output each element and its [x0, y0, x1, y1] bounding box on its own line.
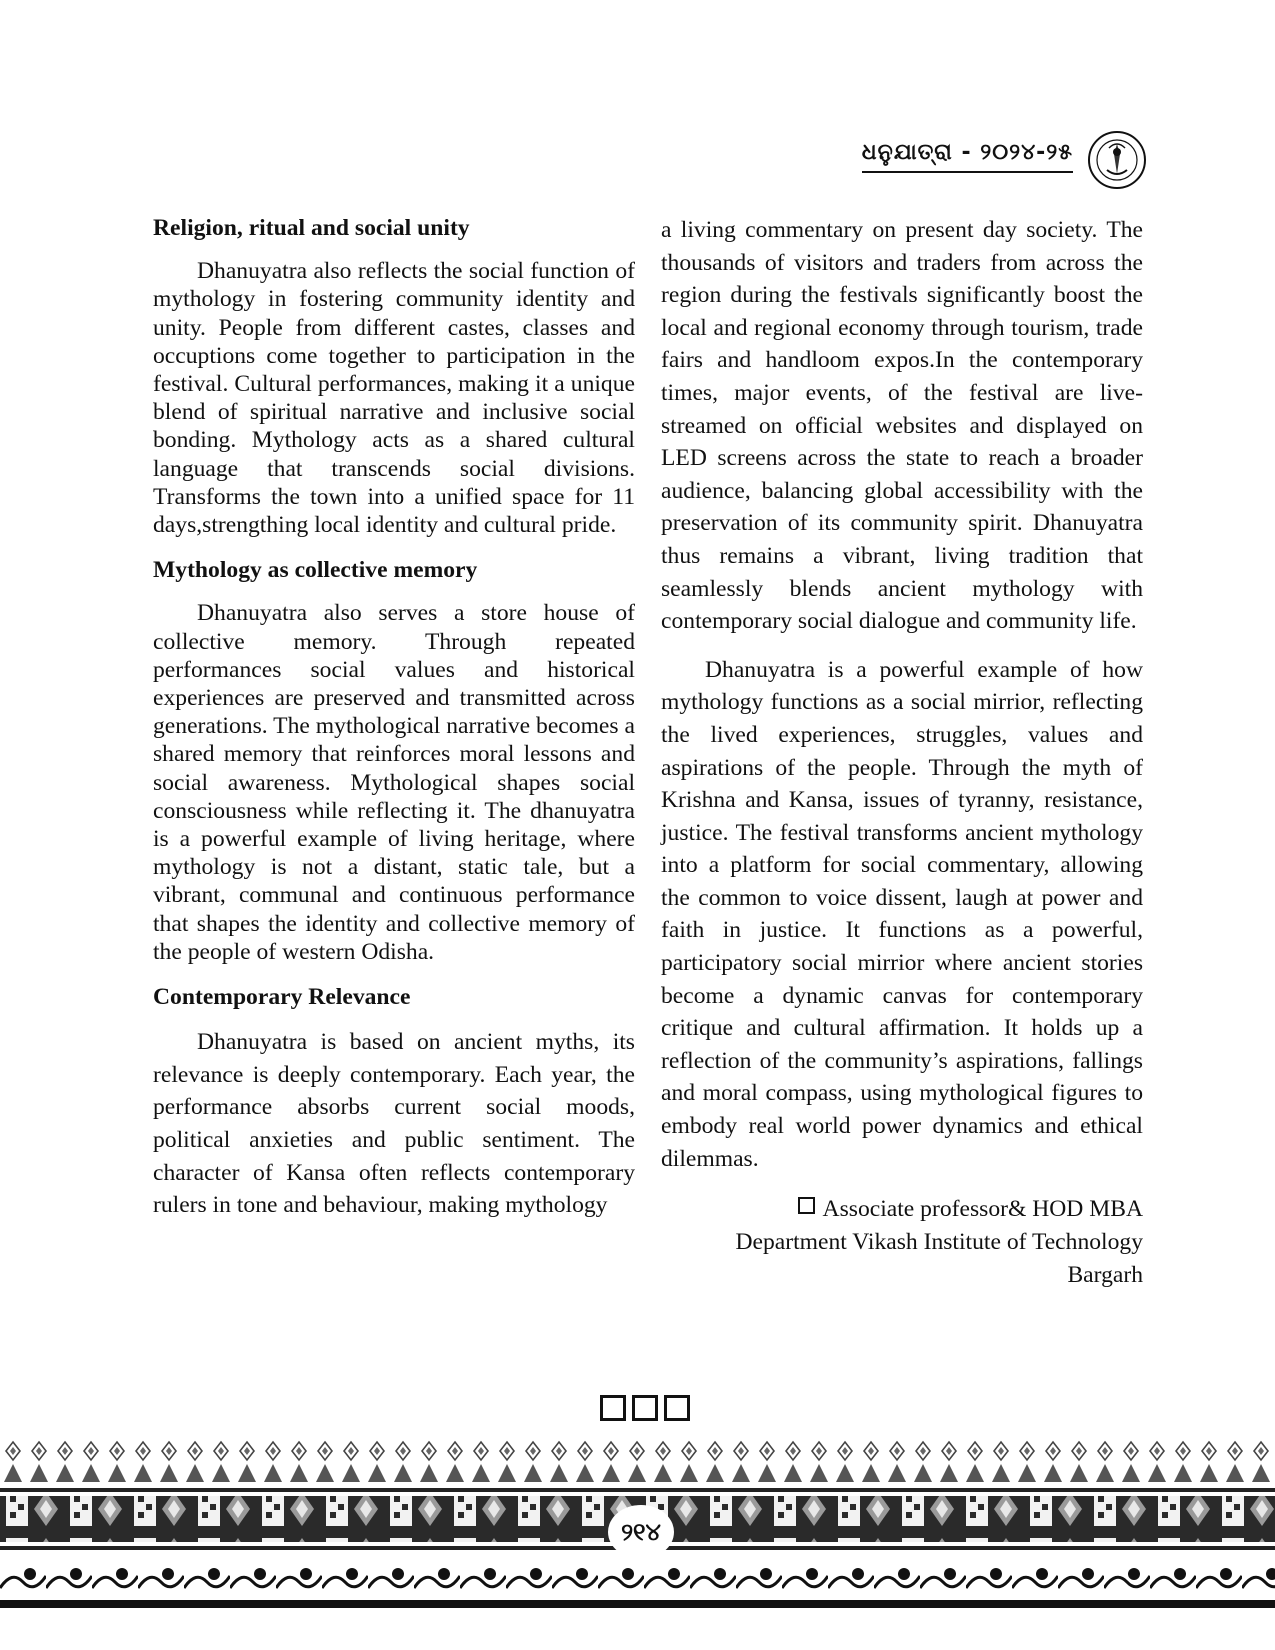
section-heading-contemporary: Contemporary Relevance — [153, 984, 411, 1011]
three-square-end-mark-icon — [600, 1395, 690, 1421]
right-column — [661, 214, 1143, 1292]
page-header — [862, 130, 1147, 190]
left-column — [153, 214, 635, 1222]
section-body-religion: Dhanuyatra also reflects the social function of mythology in fostering community identity and unity. People from different castes, classes and occuptions come together to participation in the festival. Cultural performances, making it a unique blend of spiritual narrative and inclusive social bonding. Mythology acts as a shared cultural language that transcends social divisions. Transforms the town into a unified space for 11 days,strengthing local identity and cultural pride. — [153, 258, 635, 539]
section-heading-mythology: Mythology as collective memory — [153, 557, 478, 584]
author-designation: Associate professor& HOD MBA — [822, 1196, 1143, 1223]
section-heading-religion: Religion, ritual and social unity — [153, 215, 470, 241]
author-signature — [661, 1193, 1143, 1292]
section-body-contemporary: Dhanuyatra is based on ancient myths, its relevance is deeply contemporary. Each year, the performance absorbs current social moods, political anxieties and public sentiment. The character of Kansa often reflects contemporary rulers in tone and behaviour, making mythology — [153, 1029, 635, 1219]
section-body-mythology: Dhanuyatra also serves a store house of collective memory. Through repeated performances social values and historical experiences are preserved and transmitted across generations. The mythological narrative becomes a shared memory that reinforces moral lessons and social awareness. Mythological shapes social consciousness while reflecting it. The dhanuyatra is a powerful example of living heritage, where mythology is not a distant, static tale, but a vibrant, communal and continuous performance that shapes the identity and collective memory of the people of western Odisha. — [153, 600, 635, 965]
continuation-paragraph: a living commentary on present day society. The thousands of visitors and traders from across the region during the festivals significantly boost the local and regional economy through tourism, trade fairs and handloom expos.In the contemporary times, major events, of the festival are live-streamed on official websites and displayed on LED screens across the state to reach a broader audience, balancing global accessibility with the preservation of its community spirit. Dhanuyatra thus remains a vibrant, living tradition that seamlessly blends ancient mythology with contemporary social dialogue and community life. — [661, 217, 1143, 635]
author-department: Department Vikash Institute of Technology — [735, 1229, 1143, 1256]
festival-emblem-icon — [1087, 130, 1147, 190]
journal-title: ଧନୁଯାତ୍ରା - ୨୦୨୪-୨୫ — [862, 140, 1073, 173]
page-number: ୨୧୪ — [608, 1505, 674, 1559]
square-bullet-icon — [798, 1197, 815, 1214]
author-location: Bargarh — [1067, 1262, 1143, 1289]
conclusion-paragraph: Dhanuyatra is a powerful example of how mythology functions as a social mirrior, reflecting the lived experiences, struggles, values and aspirations of the people. Through the myth of Krishna and Kansa, issues of tyranny, resistance, justice. The festival transforms ancient mythology into a platform for social commentary, allowing the common to voice dissent, laugh at power and faith in justice. It functions as a powerful, participatory social mirrior where ancient stories become a dynamic canvas for contemporary critique and cultural affirmation. It holds up a reflection of the community’s aspirations, fallings and moral compass, using mythological figures to embody real world power dynamics and ethical dilemmas. — [661, 656, 1143, 1172]
